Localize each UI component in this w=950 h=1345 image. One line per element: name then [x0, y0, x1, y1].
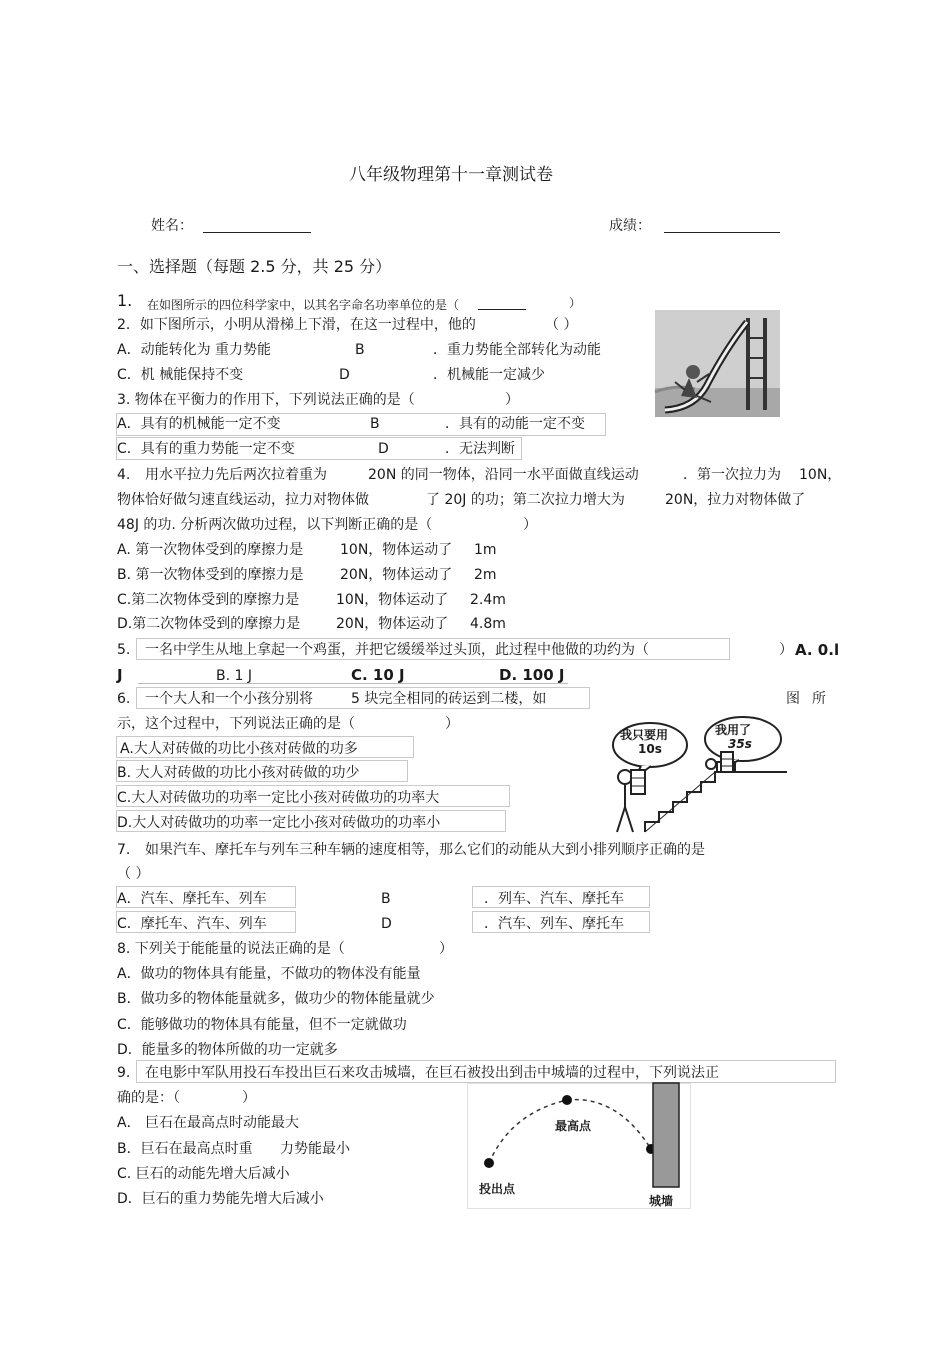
q4-text: ．第一次拉力为	[683, 467, 781, 483]
q4-text: 了 20J 的功；第二次拉力增大为	[426, 492, 625, 508]
q8-option-b[interactable]: B．做功多的物体能量就多，做功少的物体能量就少	[117, 991, 435, 1007]
q6-stem: 所	[812, 691, 826, 707]
slide-picture	[655, 310, 780, 417]
q4-option-a: 10N，物体运动了	[340, 542, 453, 558]
q3-option-d[interactable]: ．无法判断	[445, 441, 515, 457]
q5-number: 5.	[117, 642, 131, 658]
bubble-child-text: 我用了	[715, 723, 752, 737]
q5-option-a-unit: J	[117, 666, 123, 684]
q6-stem: 一个大人和一个小孩分别将	[145, 691, 313, 707]
q7-paren: （ ）	[117, 866, 150, 882]
q2-option-c[interactable]: C．机 械能保持不变	[117, 367, 244, 383]
q3-option-b[interactable]: ．具有的动能一定不变	[445, 416, 585, 432]
q7-option-d[interactable]: ．汽车、列车、摩托车	[484, 916, 624, 932]
q9-close: ）	[242, 1090, 256, 1106]
q6-number: 6.	[117, 691, 131, 707]
q6-stem-line2: 示，这个过程中，下列说法正确的是（	[117, 716, 355, 732]
q4-option-d[interactable]: D.第二次物体受到的摩擦力是	[117, 616, 301, 632]
q5-stem: 一名中学生从地上拿起一个鸡蛋，并把它缓缓举过头顶，此过程中他做的功约为（	[145, 642, 649, 658]
q4-text: 物体恰好做匀速直线运动，拉力对物体做	[117, 492, 369, 508]
q4-text: 10N，	[799, 467, 842, 483]
q3-stem: 3. 物体在平衡力的作用下，下列说法正确的是（	[117, 392, 415, 408]
q6-option-a[interactable]: A.大人对砖做的功比小孩对砖做的功多	[120, 741, 358, 757]
q9-option-b: 力势能最小	[280, 1141, 350, 1157]
section-heading: 一、选择题（每题 2.5 分，共 25 分）	[117, 257, 392, 276]
q4-option-a: 1m	[474, 542, 497, 558]
q8-option-c[interactable]: C．能够做功的物体具有能量，但不一定就做功	[117, 1017, 407, 1033]
label-highest-point: 最高点	[555, 1119, 592, 1133]
q5-option-c[interactable]: C. 10 J	[351, 666, 405, 684]
q4-option-c[interactable]: C.第二次物体受到的摩擦力是	[117, 592, 300, 608]
q5-option-b[interactable]: B. 1 J	[216, 668, 252, 684]
q6-option-d[interactable]: D.大人对砖做功的功率一定比小孩对砖做功的功率小	[117, 815, 441, 831]
q4-option-b: 2m	[474, 567, 497, 583]
q2-paren: （ ）	[545, 317, 578, 333]
label-city-wall: 城墙	[649, 1194, 674, 1208]
q4-option-c: 10N，物体运动了	[336, 592, 449, 608]
q4-option-a[interactable]: A. 第一次物体受到的摩擦力是	[117, 542, 304, 558]
q6-option-b[interactable]: B. 大人对砖做的功比小孩对砖做的功少	[117, 765, 360, 781]
q4-option-d: 20N，物体运动了	[336, 616, 449, 632]
q9-option-d[interactable]: D．巨石的重力势能先增大后减小	[117, 1191, 324, 1207]
q4-number: 4.	[117, 467, 131, 483]
page-title: 八年级物理第十一章测试卷	[349, 165, 553, 185]
q1-text: 在如图所示的四位科学家中，以其名字命名功率单位的是（	[147, 298, 460, 312]
bubble-child-time: 35s	[728, 737, 752, 751]
q4-text: 48J 的功. 分析两次做功过程，以下判断正确的是（	[117, 517, 433, 533]
q3-close: ）	[505, 392, 519, 408]
name-label: 姓名：	[151, 218, 193, 234]
q3-option-c[interactable]: C．具有的重力势能一定不变	[117, 441, 295, 457]
q2-option-d-letter: D	[339, 367, 350, 383]
q2-option-d[interactable]: ．机械能一定减少	[433, 367, 545, 383]
q4-option-b: 20N，物体运动了	[340, 567, 453, 583]
q6-stem: 5 块完全相同的砖运到二楼，如	[351, 691, 547, 707]
q9-number: 9.	[117, 1065, 131, 1081]
q2-option-b[interactable]: ．重力势能全部转化为动能	[433, 342, 601, 358]
q5-close: ）	[779, 642, 793, 658]
q9-option-c[interactable]: C. 巨石的动能先增大后减小	[117, 1166, 290, 1182]
q8-option-d[interactable]: D．能量多的物体所做的功一定就多	[117, 1042, 338, 1058]
q9-stem: 在电影中军队用投石车投出巨石来攻击城墙，在巨石被投出到击中城墙的过程中，下列说法正	[145, 1065, 719, 1081]
q9-option-a[interactable]: A． 巨石在最高点时动能最大	[117, 1115, 300, 1131]
q8-option-a[interactable]: A．做功的物体具有能量，不做功的物体没有能量	[117, 966, 421, 982]
q4-close: ）	[523, 517, 537, 533]
name-blank[interactable]	[203, 232, 311, 233]
label-launch-point: 投出点	[479, 1182, 516, 1196]
q2-option-a[interactable]: A．动能转化为 重力势能	[117, 342, 272, 358]
q4-option-c: 2.4m	[470, 592, 506, 608]
q1-blank[interactable]	[478, 309, 526, 310]
q9-stem-line2: 确的是：（	[117, 1090, 180, 1106]
q3-option-b-letter: B	[370, 416, 380, 432]
q1-close: ）	[569, 296, 582, 310]
q3-option-d-letter: D	[378, 441, 389, 457]
q8-stem: 8. 下列关于能能量的说法正确的是（	[117, 941, 345, 957]
q8-close: ）	[439, 941, 453, 957]
q2-stem: 2．如下图所示，小明从滑梯上下滑，在这一过程中，他的	[117, 317, 476, 333]
q7-option-d-letter: D	[381, 916, 392, 932]
q7-option-b-letter: B	[381, 891, 391, 907]
q4-text: 20N 的同一物体，沿同一水平面做直线运动	[368, 467, 639, 483]
q4-option-d: 4.8m	[470, 616, 506, 632]
q6-close: ）	[445, 716, 459, 732]
bubble-adult-text: 我只要用	[620, 728, 669, 742]
q9-option-b[interactable]: B．巨石在最高点时重	[117, 1141, 253, 1157]
q2-option-b-letter: B	[355, 342, 365, 358]
q4-option-b[interactable]: B. 第一次物体受到的摩擦力是	[117, 567, 304, 583]
q6-stem: 图	[786, 691, 800, 707]
q3-option-a[interactable]: A．具有的机械能一定不变	[117, 416, 281, 432]
q1-number: 1.	[117, 291, 133, 310]
q7-option-b[interactable]: ．列车、汽车、摩托车	[484, 891, 624, 907]
q6-option-c[interactable]: C.大人对砖做功的功率一定比小孩对砖做功的功率大	[117, 790, 440, 806]
q5-option-d[interactable]: D. 100 J	[499, 666, 565, 684]
q4-text: 用水平拉力先后两次拉着重为	[145, 467, 327, 483]
q7-number: 7.	[117, 842, 131, 858]
q5-option-a[interactable]: A. 0.l	[795, 641, 840, 659]
bubble-adult-time: 10s	[638, 742, 662, 756]
q4-text: 20N，拉力对物体做了	[665, 492, 806, 508]
q7-option-c[interactable]: C．摩托车、汽车、列车	[117, 916, 267, 932]
score-label: 成绩：	[609, 218, 651, 234]
score-blank[interactable]	[664, 232, 780, 233]
q7-stem: 如果汽车、摩托车与列车三种车辆的速度相等，那么它们的动能从大到小排列顺序正确的是	[145, 842, 705, 858]
q7-option-a[interactable]: A．汽车、摩托车、列车	[117, 891, 267, 907]
